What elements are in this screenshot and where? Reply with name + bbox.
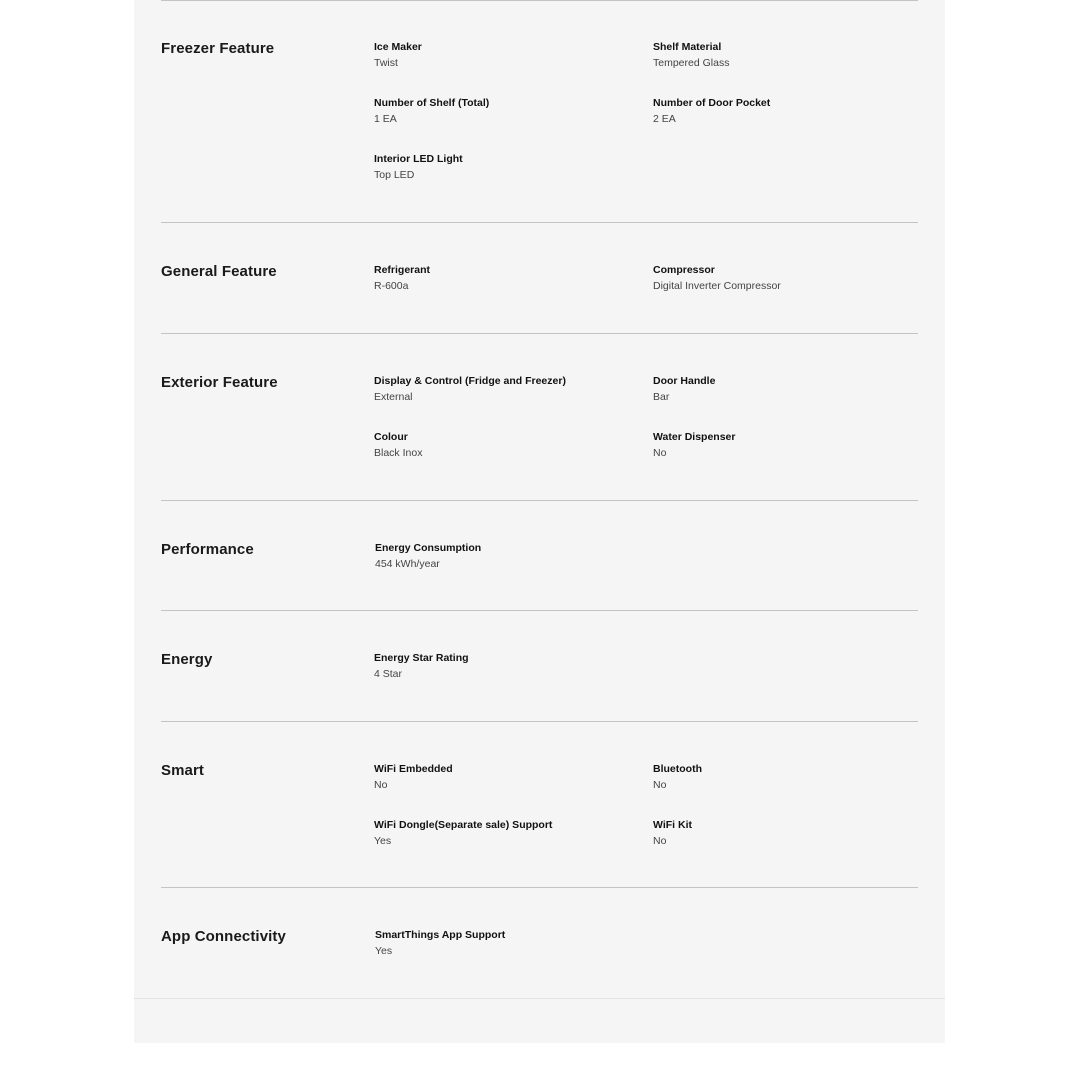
- spec-value: Twist: [374, 57, 398, 69]
- spec-label: Door Handle: [653, 375, 716, 387]
- spec-label: Display & Control (Fridge and Freezer): [374, 375, 566, 387]
- spec-wifi-dongle-support: [374, 818, 552, 848]
- divider: [161, 721, 918, 722]
- spec-label: SmartThings App Support: [375, 929, 506, 941]
- spec-value: No: [653, 779, 667, 791]
- spec-label: Interior LED Light: [374, 153, 463, 165]
- spec-wifi-kit: [653, 818, 692, 848]
- spec-number-of-door-pocket: [653, 96, 770, 126]
- spec-value: No: [374, 779, 388, 791]
- spec-colour: [374, 430, 422, 460]
- spec-label: Compressor: [653, 264, 715, 276]
- spec-compressor: [653, 263, 781, 293]
- spec-value: Bar: [653, 391, 670, 403]
- section-title: Smart: [161, 762, 205, 779]
- section-title: Exterior Feature: [161, 374, 278, 391]
- section-title: App Connectivity: [161, 928, 286, 945]
- spec-door-handle: [653, 374, 715, 404]
- spec-label: Number of Shelf (Total): [374, 97, 490, 109]
- spec-label: Ice Maker: [374, 41, 422, 53]
- spec-value: Digital Inverter Compressor: [653, 280, 781, 292]
- spec-value: Top LED: [374, 169, 415, 181]
- spec-label: Energy Consumption: [375, 542, 482, 554]
- spec-energy-star-rating: [374, 651, 469, 681]
- spec-value: 454 kWh/year: [375, 558, 440, 570]
- spec-display-control: [374, 374, 566, 404]
- spec-smartthings-app-support: [375, 928, 505, 958]
- spec-bluetooth: [653, 762, 702, 792]
- section-title: Freezer Feature: [161, 40, 275, 57]
- spec-number-of-shelf: [374, 96, 489, 126]
- spec-label: Colour: [374, 431, 408, 443]
- panel-bottom-divider: [134, 998, 945, 999]
- spec-value: R-600a: [374, 280, 409, 292]
- section-smart: [161, 721, 918, 887]
- spec-label: Water Dispenser: [653, 431, 736, 443]
- divider: [161, 887, 918, 888]
- spec-label: WiFi Dongle(Separate sale) Support: [374, 819, 553, 831]
- spec-value: Yes: [374, 835, 392, 847]
- spec-value: Tempered Glass: [653, 57, 730, 69]
- spec-label: Bluetooth: [653, 763, 702, 775]
- spec-value: 4 Star: [374, 668, 403, 680]
- spec-wifi-embedded: [374, 762, 453, 792]
- spec-shelf-material: [653, 40, 729, 70]
- spec-value: External: [374, 391, 413, 403]
- spec-refrigerant: [374, 263, 430, 293]
- divider: [161, 222, 918, 223]
- spec-value: No: [653, 835, 667, 847]
- spec-water-dispenser: [653, 430, 735, 460]
- section-app-connectivity: [161, 887, 918, 998]
- section-title: Energy: [161, 651, 213, 668]
- spec-label: Shelf Material: [653, 41, 722, 53]
- spec-energy-consumption: [375, 541, 481, 571]
- spec-label: Refrigerant: [374, 264, 431, 276]
- spec-label: Energy Star Rating: [374, 652, 469, 664]
- section-title: General Feature: [161, 263, 277, 280]
- spec-label: Number of Door Pocket: [653, 97, 771, 109]
- divider: [161, 333, 918, 334]
- section-performance: [161, 500, 918, 610]
- spec-label: WiFi Kit: [653, 819, 692, 831]
- spec-value: 1 EA: [374, 113, 397, 125]
- specs-panel: [134, 0, 945, 1043]
- section-freezer-feature: [161, 0, 918, 222]
- spec-interior-led-light: [374, 152, 463, 182]
- spec-value: No: [653, 447, 667, 459]
- spec-value: Black Inox: [374, 447, 423, 459]
- section-exterior-feature: [161, 333, 918, 500]
- spec-value: Yes: [375, 945, 393, 957]
- spec-label: WiFi Embedded: [374, 763, 453, 775]
- section-general-feature: [161, 222, 918, 333]
- spec-ice-maker: [374, 40, 422, 70]
- section-title: Performance: [161, 541, 254, 558]
- divider: [161, 500, 918, 501]
- divider: [161, 610, 918, 611]
- section-energy: [161, 610, 918, 721]
- spec-value: 2 EA: [653, 113, 676, 125]
